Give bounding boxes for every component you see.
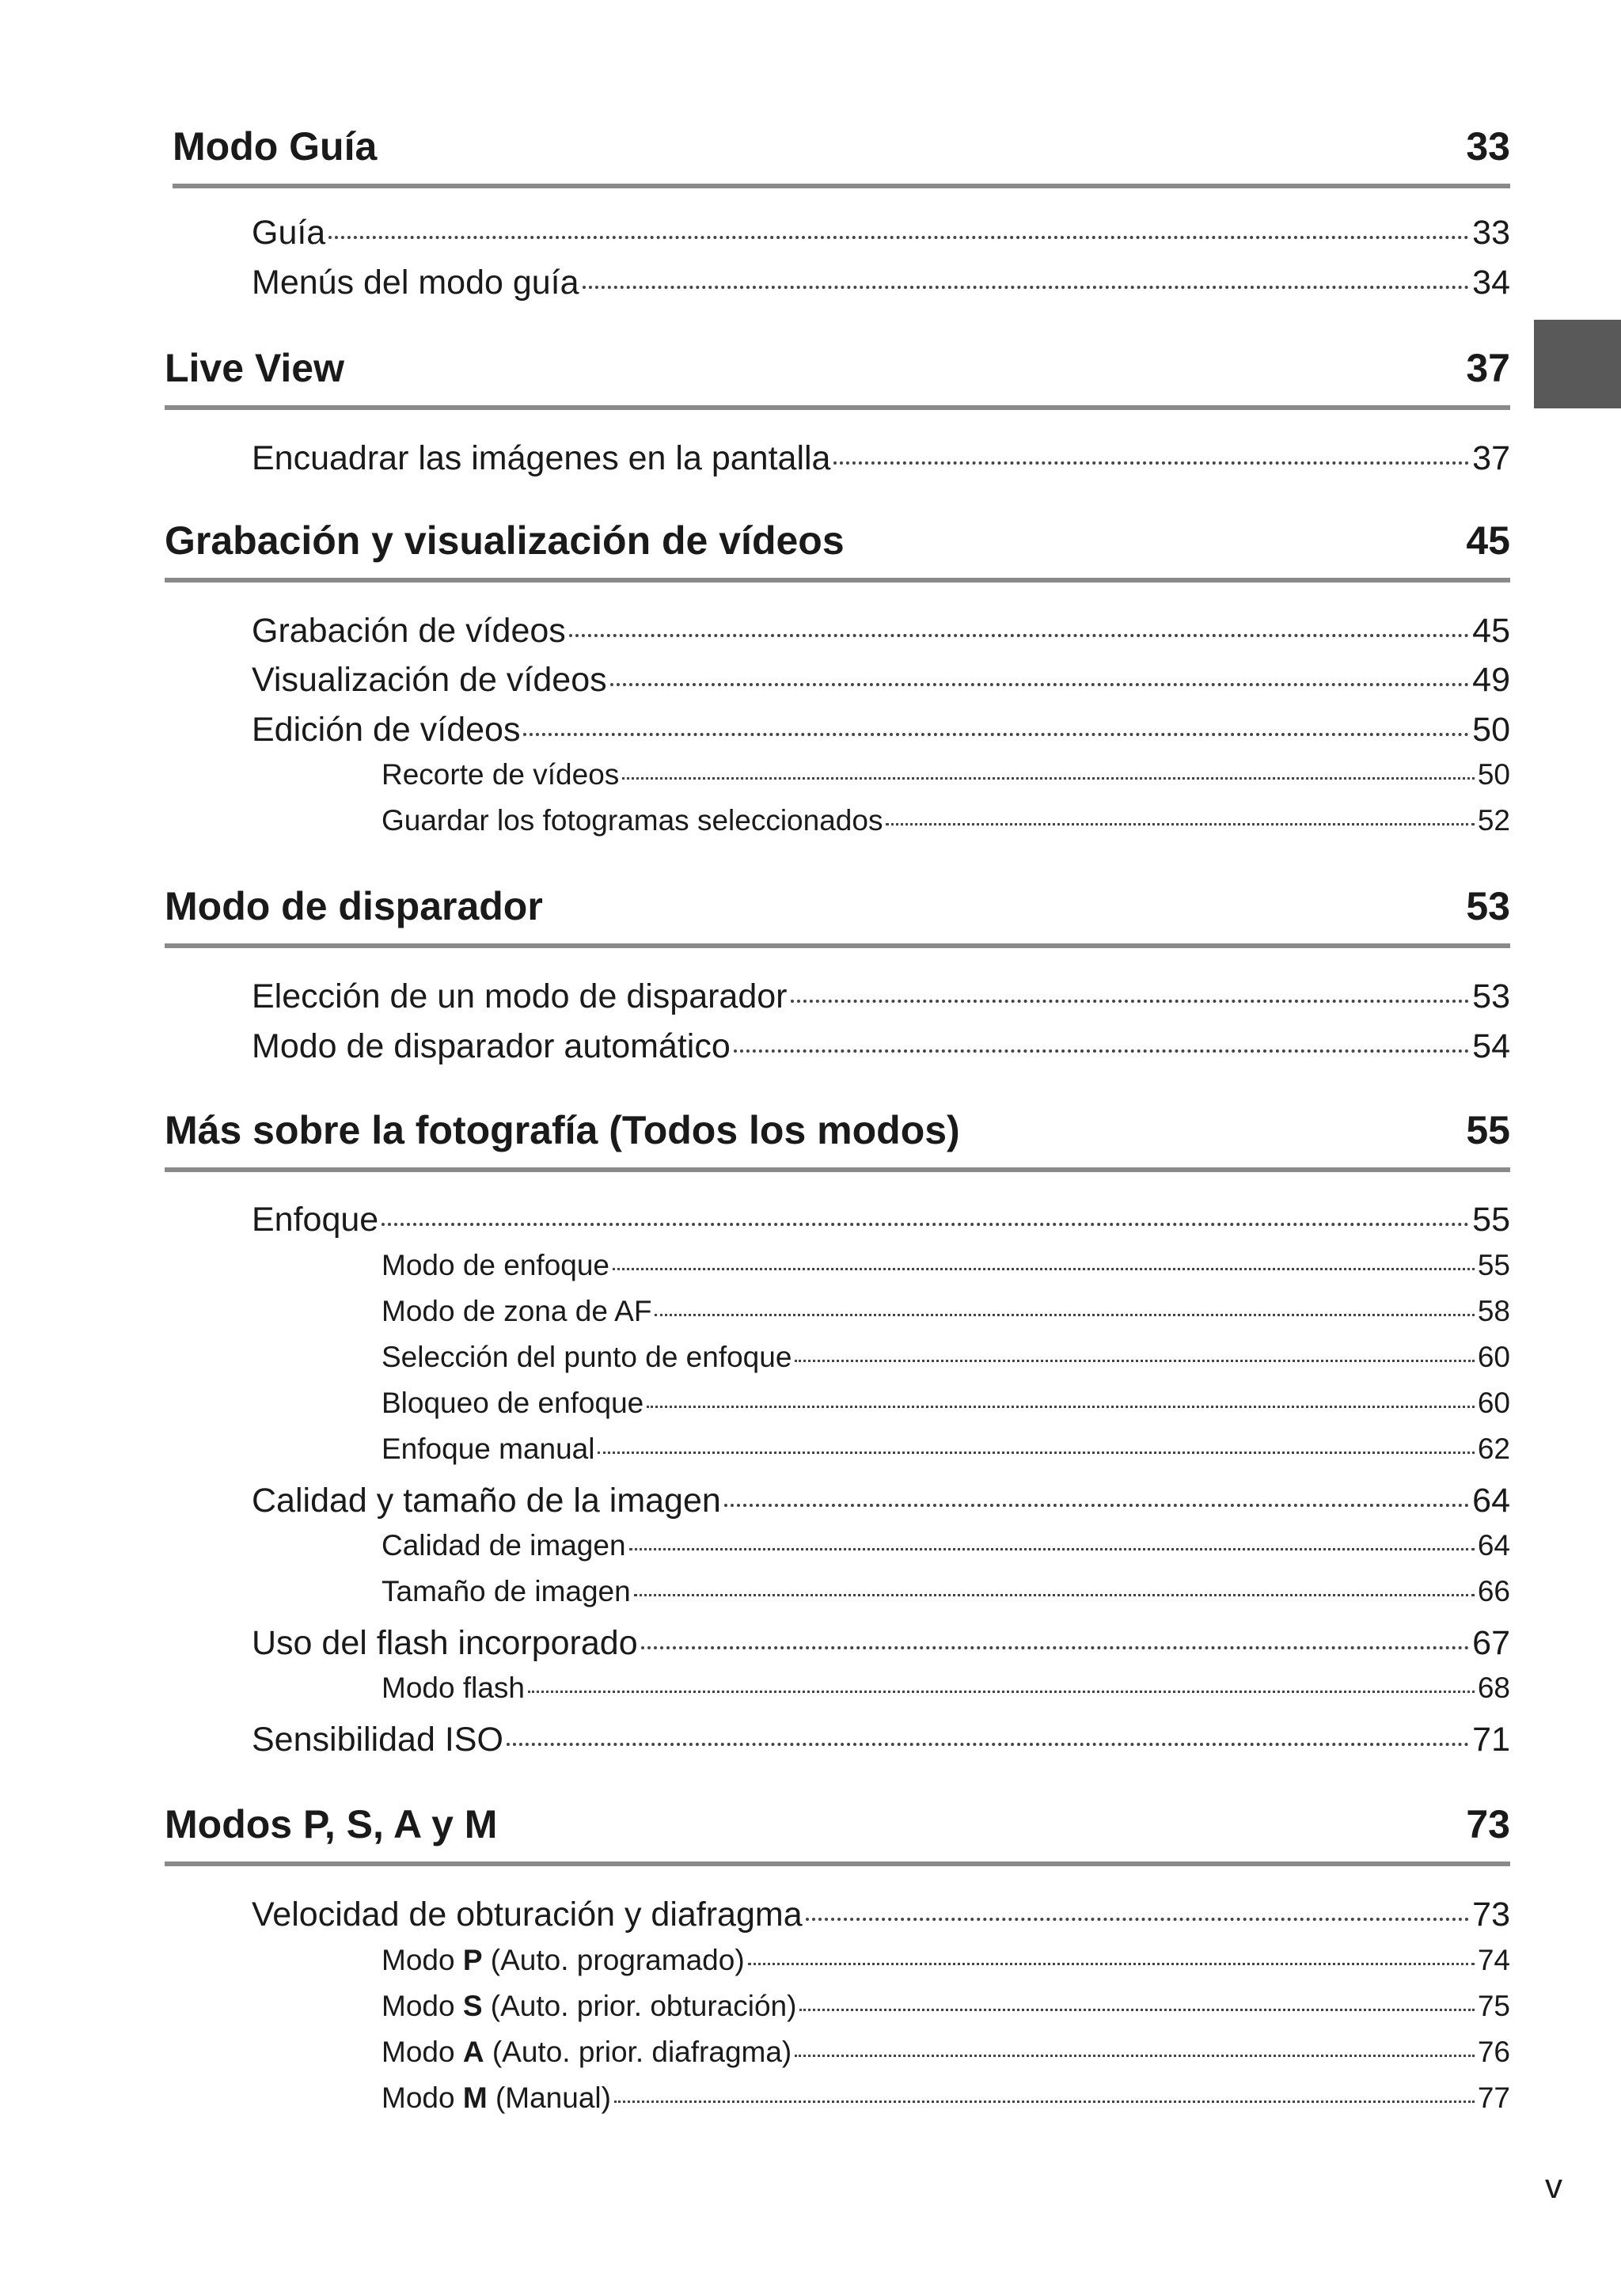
entry-label: Sensibilidad ISO bbox=[252, 1721, 503, 1759]
toc-entry[interactable] bbox=[252, 1624, 1510, 1668]
toc-subentry[interactable] bbox=[382, 1295, 1510, 1333]
entry-page-number: 66 bbox=[1477, 1575, 1510, 1607]
entry-page-number: 49 bbox=[1472, 661, 1510, 699]
dot-leader bbox=[886, 823, 1474, 825]
dot-leader bbox=[610, 683, 1470, 686]
dot-leader bbox=[613, 1268, 1475, 1270]
entry-page-number: 55 bbox=[1472, 1201, 1510, 1239]
entry-label: Tamaño de imagen bbox=[382, 1575, 631, 1607]
dot-leader bbox=[598, 1452, 1474, 1454]
toc-subentry[interactable] bbox=[382, 1575, 1510, 1613]
entry-label: Visualización de vídeos bbox=[252, 661, 607, 699]
entry-label: Calidad de imagen bbox=[382, 1529, 626, 1562]
entry-label: Menús del modo guía bbox=[252, 264, 579, 302]
entry-label: Selección del punto de enfoque bbox=[382, 1341, 792, 1373]
dot-leader bbox=[507, 1743, 1469, 1746]
dot-leader bbox=[634, 1594, 1475, 1596]
entry-label: Edición de vídeos bbox=[252, 711, 521, 749]
dot-leader bbox=[328, 236, 1469, 239]
toc-entry[interactable] bbox=[252, 264, 1510, 308]
entry-page-number: 50 bbox=[1477, 758, 1510, 791]
chapter-heading[interactable] bbox=[165, 503, 1510, 583]
toc-entry[interactable] bbox=[252, 711, 1510, 755]
toc-subentry[interactable] bbox=[382, 1944, 1510, 1982]
chapter-divider bbox=[173, 184, 1510, 188]
toc-subentry[interactable] bbox=[382, 1433, 1510, 1471]
toc-subentry[interactable] bbox=[382, 1387, 1510, 1425]
chapter-title: Modos P, S, A y M bbox=[165, 1802, 498, 1846]
toc-subentry[interactable] bbox=[382, 1672, 1510, 1710]
entry-page-number: 54 bbox=[1472, 1027, 1510, 1065]
chapter-page-number: 55 bbox=[1466, 1108, 1510, 1152]
dot-leader bbox=[641, 1646, 1470, 1649]
chapter-heading[interactable] bbox=[165, 869, 1510, 948]
toc-subentry[interactable] bbox=[382, 2082, 1510, 2120]
dot-leader bbox=[629, 1548, 1475, 1550]
entry-page-number: 64 bbox=[1477, 1529, 1510, 1562]
toc-entry[interactable] bbox=[252, 439, 1510, 484]
entry-page-number: 64 bbox=[1472, 1482, 1510, 1520]
entry-label: Guía bbox=[252, 214, 326, 252]
chapter-title: Más sobre la fotografía (Todos los modos) bbox=[165, 1108, 960, 1152]
toc-entry[interactable] bbox=[252, 612, 1510, 656]
toc-subentry[interactable] bbox=[382, 1990, 1510, 2028]
dot-leader bbox=[748, 1963, 1475, 1965]
toc-subentry[interactable] bbox=[382, 804, 1510, 842]
entry-page-number: 77 bbox=[1477, 2082, 1510, 2114]
entry-label: Enfoque manual bbox=[382, 1433, 595, 1465]
chapter-page-number: 45 bbox=[1466, 518, 1510, 563]
entry-page-number: 73 bbox=[1472, 1896, 1510, 1934]
chapter-page-number: 73 bbox=[1466, 1802, 1510, 1846]
entry-label: Bloqueo de enfoque bbox=[382, 1387, 644, 1419]
entry-label: Modo M (Manual) bbox=[382, 2082, 611, 2114]
chapter-divider bbox=[165, 1861, 1510, 1866]
dot-leader bbox=[734, 1049, 1469, 1053]
chapter-page-number: 53 bbox=[1466, 884, 1510, 928]
dot-leader bbox=[724, 1504, 1469, 1507]
toc-entry[interactable] bbox=[252, 1721, 1510, 1765]
entry-label: Modo de disparador automático bbox=[252, 1027, 731, 1065]
entry-page-number: 55 bbox=[1477, 1249, 1510, 1281]
mode-letter: A bbox=[462, 2036, 484, 2068]
toc-entry[interactable] bbox=[252, 1482, 1510, 1526]
entry-label: Modo de enfoque bbox=[382, 1249, 610, 1281]
entry-label: Uso del flash incorporado bbox=[252, 1624, 638, 1662]
dot-leader bbox=[614, 2101, 1475, 2103]
chapter-title: Grabación y visualización de vídeos bbox=[165, 518, 845, 563]
entry-label: Modo A (Auto. prior. diafragma) bbox=[382, 2036, 792, 2068]
entry-page-number: 76 bbox=[1477, 2036, 1510, 2068]
entry-page-number: 58 bbox=[1477, 1295, 1510, 1327]
dot-leader bbox=[795, 1360, 1474, 1362]
chapter-page-number: 33 bbox=[1466, 124, 1510, 169]
chapter-divider bbox=[165, 1167, 1510, 1172]
toc-subentry[interactable] bbox=[382, 1249, 1510, 1287]
dot-leader bbox=[791, 1000, 1470, 1003]
entry-page-number: 60 bbox=[1477, 1387, 1510, 1419]
dot-leader bbox=[799, 2009, 1474, 2011]
dot-leader bbox=[655, 1314, 1474, 1316]
entry-label: Velocidad de obturación y diafragma bbox=[252, 1896, 803, 1934]
entry-label: Enfoque bbox=[252, 1201, 379, 1239]
toc-entry[interactable] bbox=[252, 1201, 1510, 1245]
entry-page-number: 45 bbox=[1472, 612, 1510, 650]
entry-page-number: 68 bbox=[1477, 1672, 1510, 1704]
entry-label: Calidad y tamaño de la imagen bbox=[252, 1482, 721, 1520]
entry-label: Modo P (Auto. programado) bbox=[382, 1944, 745, 1976]
mode-letter: P bbox=[462, 1944, 483, 1976]
dot-leader bbox=[622, 777, 1475, 780]
dot-leader bbox=[569, 634, 1469, 637]
chapter-title: Modo de disparador bbox=[165, 884, 543, 928]
chapter-heading[interactable] bbox=[173, 109, 1510, 188]
entry-page-number: 33 bbox=[1472, 214, 1510, 252]
entry-label: Guardar los fotogramas seleccionados bbox=[382, 804, 883, 837]
entry-page-number: 34 bbox=[1472, 264, 1510, 302]
dot-leader bbox=[833, 461, 1469, 465]
entry-page-number: 71 bbox=[1472, 1721, 1510, 1759]
entry-page-number: 67 bbox=[1472, 1624, 1510, 1662]
section-thumb-tab bbox=[1534, 320, 1621, 408]
dot-leader bbox=[382, 1223, 1469, 1226]
entry-page-number: 74 bbox=[1477, 1944, 1510, 1976]
dot-leader bbox=[523, 733, 1469, 736]
toc-entry[interactable] bbox=[252, 214, 1510, 258]
mode-letter: M bbox=[462, 2082, 488, 2114]
chapter-title: Modo Guía bbox=[173, 124, 378, 169]
entry-label: Encuadrar las imágenes en la pantalla bbox=[252, 439, 831, 477]
chapter-heading[interactable] bbox=[165, 1093, 1510, 1172]
entry-label: Grabación de vídeos bbox=[252, 612, 566, 650]
toc-entry[interactable] bbox=[252, 661, 1510, 705]
toc-subentry[interactable] bbox=[382, 1529, 1510, 1567]
entry-label: Recorte de vídeos bbox=[382, 758, 620, 791]
chapter-divider bbox=[165, 943, 1510, 948]
dot-leader bbox=[795, 2055, 1475, 2057]
entry-label: Elección de un modo de disparador bbox=[252, 977, 788, 1015]
entry-page-number: 60 bbox=[1477, 1341, 1510, 1373]
toc-subentry[interactable] bbox=[382, 2036, 1510, 2074]
entry-page-number: 52 bbox=[1477, 804, 1510, 837]
entry-label: Modo S (Auto. prior. obturación) bbox=[382, 1990, 797, 2022]
chapter-page-number: 37 bbox=[1466, 346, 1510, 390]
chapter-title: Live View bbox=[165, 346, 344, 390]
toc-subentry[interactable] bbox=[382, 758, 1510, 796]
dot-leader bbox=[528, 1691, 1475, 1693]
entry-page-number: 50 bbox=[1472, 711, 1510, 749]
dot-leader bbox=[806, 1918, 1470, 1921]
entry-page-number: 53 bbox=[1472, 977, 1510, 1015]
chapter-heading[interactable] bbox=[165, 1787, 1510, 1866]
entry-page-number: 37 bbox=[1472, 439, 1510, 477]
dot-leader bbox=[583, 286, 1470, 289]
toc-entry[interactable] bbox=[252, 977, 1510, 1022]
toc-entry[interactable] bbox=[252, 1896, 1510, 1940]
chapter-heading[interactable] bbox=[165, 331, 1510, 410]
entry-label: Modo de zona de AF bbox=[382, 1295, 652, 1327]
entry-label: Modo flash bbox=[382, 1672, 525, 1704]
entry-page-number: 75 bbox=[1477, 1990, 1510, 2022]
page-folio: v bbox=[1545, 2167, 1562, 2206]
toc-entry[interactable] bbox=[252, 1027, 1510, 1072]
chapter-divider bbox=[165, 578, 1510, 583]
toc-subentry[interactable] bbox=[382, 1341, 1510, 1379]
mode-letter: S bbox=[462, 1990, 483, 2022]
chapter-divider bbox=[165, 405, 1510, 410]
entry-page-number: 62 bbox=[1477, 1433, 1510, 1465]
dot-leader bbox=[647, 1406, 1475, 1408]
